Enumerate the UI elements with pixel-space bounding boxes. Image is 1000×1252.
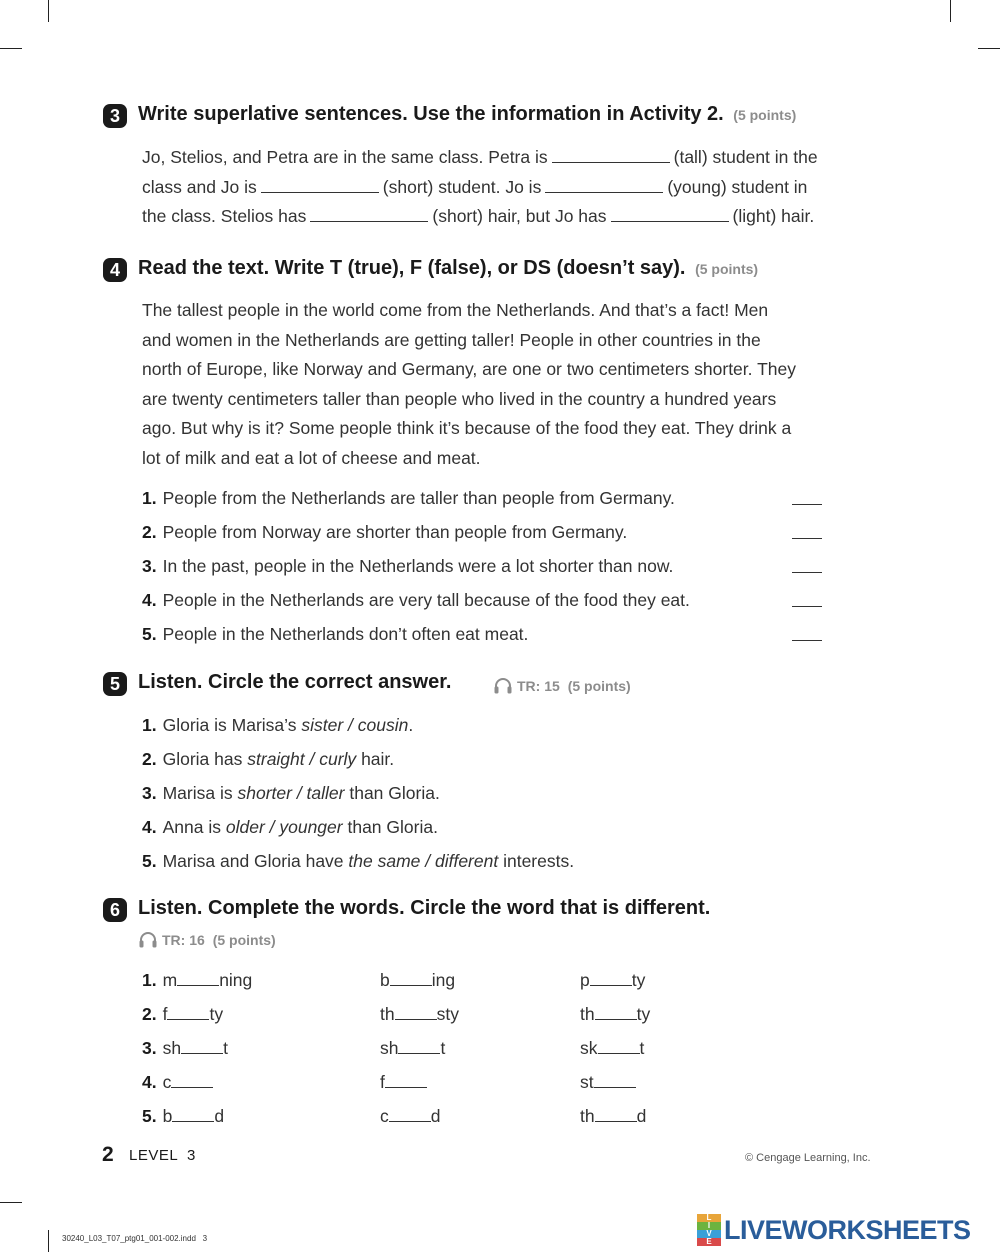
section-3-title-text: Write superlative sentences. Use the information in Activity 2. xyxy=(138,103,724,125)
crop-mark xyxy=(48,0,49,22)
word-item xyxy=(142,970,252,991)
word-part: t xyxy=(440,1038,446,1058)
line-text: class and Jo is xyxy=(142,176,257,197)
section-6-title: Listen. Complete the words. Circle the word that is different. xyxy=(138,897,711,919)
item-number: 1. xyxy=(142,488,157,508)
word-part: d xyxy=(636,1106,647,1126)
crop-mark xyxy=(48,1230,49,1252)
badge-letter: L xyxy=(697,1214,721,1222)
item-number: 5. xyxy=(142,624,157,644)
letter-blank[interactable] xyxy=(595,1005,637,1020)
badge-letter: I xyxy=(697,1222,721,1230)
section-3-number: 3 xyxy=(103,104,127,128)
item-number: 1. xyxy=(142,970,157,990)
section-4-title xyxy=(138,257,758,280)
letter-blank[interactable] xyxy=(181,1039,223,1054)
item-text: interests. xyxy=(503,851,575,871)
section-5-points: (5 points) xyxy=(567,678,631,694)
word-part: sk xyxy=(580,1038,598,1058)
tf-item xyxy=(142,624,528,645)
brand-name: LIVEWORKSHEETS xyxy=(724,1214,971,1245)
letter-blank[interactable] xyxy=(385,1073,427,1088)
word-part: st xyxy=(580,1072,594,1092)
word-part: th xyxy=(580,1004,595,1024)
section-3-line xyxy=(142,173,872,203)
item-text: People from Norway are shorter than people from Germany. xyxy=(162,522,628,542)
word-part: b xyxy=(380,970,390,990)
word-item xyxy=(580,1004,650,1025)
choice-item xyxy=(142,749,394,770)
word-part: sh xyxy=(162,1038,182,1058)
letter-blank[interactable] xyxy=(594,1073,636,1088)
headphones-icon xyxy=(493,676,513,694)
badge-letter: V xyxy=(697,1230,721,1238)
word-part: ty xyxy=(631,970,646,990)
line-text: (light) hair. xyxy=(732,206,815,226)
section-6-track xyxy=(138,930,276,948)
item-number: 3. xyxy=(142,783,157,803)
word-part: d xyxy=(430,1106,441,1126)
letter-blank[interactable] xyxy=(395,1005,437,1020)
choice-item xyxy=(142,817,438,838)
word-part: ning xyxy=(219,970,253,990)
word-part: ty xyxy=(636,1004,651,1024)
item-number: 2. xyxy=(142,1004,157,1024)
headphones-icon xyxy=(138,930,158,948)
section-4-points: (5 points) xyxy=(695,261,759,277)
logo-badge-icon xyxy=(697,1214,721,1246)
item-number: 2. xyxy=(142,522,157,542)
line-text: (short) student. Jo is xyxy=(382,176,542,197)
crop-mark xyxy=(0,48,22,49)
item-number: 1. xyxy=(142,715,157,735)
item-text: than Gloria. xyxy=(347,817,438,837)
word-part: c xyxy=(162,1072,172,1092)
word-part: th xyxy=(380,1004,395,1024)
word-part: c xyxy=(380,1106,389,1126)
word-item xyxy=(580,970,645,991)
word-part: ing xyxy=(431,970,456,990)
tf-item xyxy=(142,488,675,509)
paragraph-line: and women in the Netherlands are getting taller! People in other countries in the xyxy=(142,329,761,350)
item-text: hair. xyxy=(361,749,395,769)
badge-letter: E xyxy=(697,1238,721,1246)
answer-blank[interactable] xyxy=(792,592,822,607)
answer-blank[interactable] xyxy=(552,147,670,163)
section-4-title-text: Read the text. Write T (true), F (false), or DS (doesn’t say). xyxy=(138,257,686,279)
word-part: t xyxy=(639,1038,645,1058)
word-part: th xyxy=(580,1106,595,1126)
letter-blank[interactable] xyxy=(390,971,432,986)
word-item xyxy=(380,1072,427,1093)
item-number: 4. xyxy=(142,590,157,610)
file-name: 30240_L03_T07_ptg01_001-002.indd 3 xyxy=(62,1234,208,1243)
section-5-number: 5 xyxy=(103,672,127,696)
answer-blank[interactable] xyxy=(792,558,822,573)
item-number: 4. xyxy=(142,1072,157,1092)
item-text: Marisa is xyxy=(162,783,233,803)
item-text: Anna is xyxy=(162,817,221,837)
tf-item xyxy=(142,590,690,611)
level-label: LEVEL 3 xyxy=(129,1147,196,1164)
word-item xyxy=(580,1038,644,1059)
word-part: f xyxy=(380,1072,385,1092)
item-text: People in the Netherlands don’t often eat meat. xyxy=(162,624,529,644)
section-4-number: 4 xyxy=(103,258,127,282)
word-item xyxy=(142,1004,223,1025)
item-text: Gloria has xyxy=(162,749,243,769)
section-3-line xyxy=(142,202,872,232)
word-part: t xyxy=(223,1038,228,1058)
answer-blank[interactable] xyxy=(792,490,822,505)
line-text: (young) student in xyxy=(667,176,808,197)
item-number: 5. xyxy=(142,1106,157,1126)
answer-choices[interactable]: older / younger xyxy=(225,817,343,837)
letter-blank[interactable] xyxy=(177,971,219,986)
letter-blank[interactable] xyxy=(598,1039,640,1054)
answer-choices[interactable]: shorter / taller xyxy=(237,783,345,803)
crop-mark xyxy=(0,1202,22,1203)
answer-choices[interactable]: straight / curly xyxy=(247,749,357,769)
answer-blank[interactable] xyxy=(545,177,663,193)
copyright: © Cengage Learning, Inc. xyxy=(745,1152,871,1164)
paragraph-line: ago. But why is it? Some people think it’s because of the food they eat. They drink a xyxy=(142,418,792,438)
letter-blank[interactable] xyxy=(389,1107,431,1122)
section-3-title xyxy=(138,103,796,126)
letter-blank[interactable] xyxy=(590,971,632,986)
word-item xyxy=(380,1004,459,1025)
letter-blank[interactable] xyxy=(171,1073,213,1088)
item-text: People in the Netherlands are very tall because of the food they eat. xyxy=(162,590,690,610)
item-number: 3. xyxy=(142,1038,157,1058)
item-text: People from the Netherlands are taller than people from Germany. xyxy=(162,488,675,508)
word-item xyxy=(380,970,455,991)
item-number: 4. xyxy=(142,817,157,837)
section-3-line xyxy=(142,143,872,173)
item-text: Gloria is Marisa’s xyxy=(162,715,297,735)
line-text: (tall) student in the xyxy=(673,147,818,167)
item-text: In the past, people in the Netherlands were a lot shorter than now. xyxy=(162,556,674,576)
item-number: 3. xyxy=(142,556,157,576)
section-5-title: Listen. Circle the correct answer. xyxy=(138,671,452,693)
word-part: d xyxy=(214,1106,225,1126)
answer-blank[interactable] xyxy=(310,206,428,222)
item-text: Marisa and Gloria have xyxy=(162,851,344,871)
item-number: 5. xyxy=(142,851,157,871)
word-part: p xyxy=(580,970,590,990)
word-part: b xyxy=(162,1106,173,1126)
line-text: the class. Stelios has xyxy=(142,206,307,226)
line-text: Jo, Stelios, and Petra are in the same class. Petra is xyxy=(142,147,548,167)
choice-item xyxy=(142,783,440,804)
section-6-points: (5 points) xyxy=(212,932,276,948)
answer-blank[interactable] xyxy=(792,524,822,539)
word-part: f xyxy=(162,1004,168,1024)
tf-item xyxy=(142,522,627,543)
word-item xyxy=(380,1106,440,1127)
crop-mark xyxy=(978,48,1000,49)
item-number: 2. xyxy=(142,749,157,769)
letter-blank[interactable] xyxy=(167,1005,209,1020)
track-label: TR: 15 xyxy=(517,678,560,694)
answer-blank[interactable] xyxy=(611,206,729,222)
word-item xyxy=(142,1038,228,1059)
word-item xyxy=(142,1106,224,1127)
item-text: than Gloria. xyxy=(349,783,440,803)
letter-blank[interactable] xyxy=(398,1039,440,1054)
line-text: (short) hair, but Jo has xyxy=(432,206,607,226)
choice-item xyxy=(142,851,574,872)
word-part: sh xyxy=(380,1038,399,1058)
paragraph-line: lot of milk and eat a lot of cheese and meat. xyxy=(142,447,481,468)
liveworksheets-logo[interactable] xyxy=(697,1212,971,1248)
answer-blank[interactable] xyxy=(792,626,822,641)
section-6-number: 6 xyxy=(103,898,127,922)
letter-blank[interactable] xyxy=(595,1107,637,1122)
answer-choices[interactable]: sister / cousin xyxy=(301,715,409,735)
answer-blank[interactable] xyxy=(261,177,379,193)
answer-choices[interactable]: the same / different xyxy=(348,851,499,871)
letter-blank[interactable] xyxy=(172,1107,214,1122)
section-3-points: (5 points) xyxy=(733,107,797,123)
item-text: . xyxy=(408,715,414,735)
word-item xyxy=(380,1038,445,1059)
section-4-paragraph xyxy=(142,296,872,473)
word-item xyxy=(142,1072,213,1093)
word-part: m xyxy=(162,970,178,990)
choice-item xyxy=(142,715,413,736)
section-5-track xyxy=(493,676,631,694)
paragraph-line: The tallest people in the world come from the Netherlands. And that’s a fact! Men xyxy=(142,300,769,320)
word-part: ty xyxy=(209,1004,224,1024)
section-3-paragraph xyxy=(142,143,872,232)
crop-mark xyxy=(950,0,951,22)
track-label: TR: 16 xyxy=(162,932,205,948)
word-item xyxy=(580,1106,646,1127)
tf-item xyxy=(142,556,673,577)
paragraph-line: north of Europe, like Norway and Germany, are one or two centimeters shorter. They xyxy=(142,359,796,379)
page-number: 2 xyxy=(102,1143,114,1166)
word-item xyxy=(580,1072,636,1093)
word-part: sty xyxy=(436,1004,459,1024)
paragraph-line: are twenty centimeters taller than people who lived in the country a hundred years xyxy=(142,388,777,409)
